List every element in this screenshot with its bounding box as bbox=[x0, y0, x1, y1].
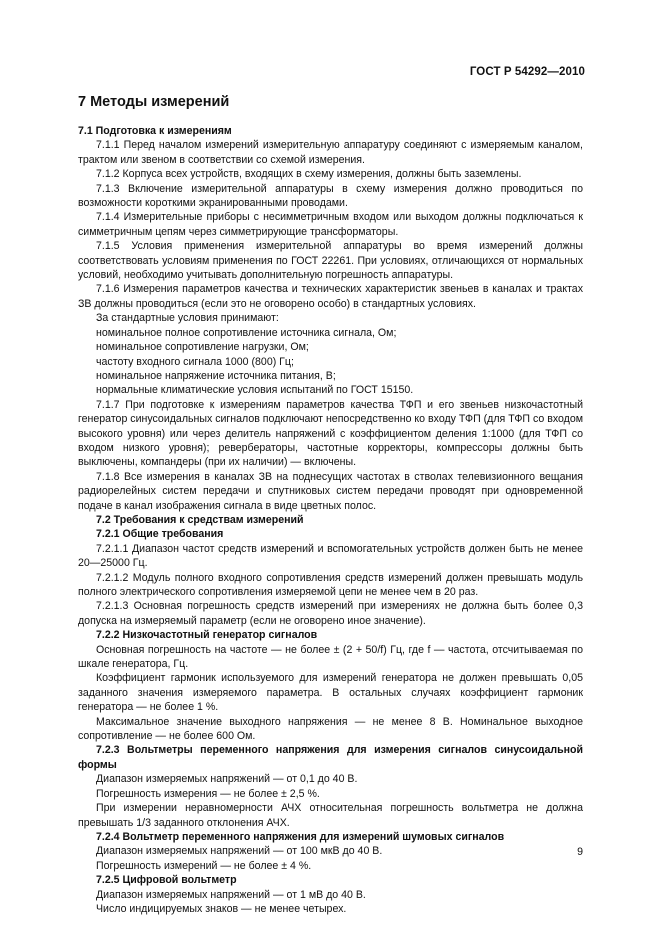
paragraph: номинальное сопротивление нагрузки, Ом; bbox=[96, 341, 309, 354]
paragraph: 7.1.1 Перед началом измерений измерительную аппаратуру соединяют с измеряемым каналом, трактом или звеном в соответствии со схемой измерения. bbox=[78, 139, 583, 166]
paragraph: 7.1.8 Все измерения в каналах ЗВ на поднесущих частотах в стволах телевизионного вещания радиорелейных систем передачи и спутниковых систем передачи проводят при одновременной подаче в канал изображения сигнала в виде цветных полос. bbox=[78, 470, 583, 512]
paragraph: 7.2.1.2 Модуль полного входного сопротивления средств измерений должен превышать модуль полного электрического сопротивления измеряемой цепи не менее чем в 20 раз. bbox=[78, 571, 583, 598]
paragraph: Максимальное значение выходного напряжения — не менее 8 В. Номинальное выходное сопротивление — не более 600 Ом. bbox=[78, 715, 583, 743]
subsection-heading: 7.2.3 Вольтметры переменного напряжения для измерения сигналов синусоидальной формы bbox=[78, 744, 583, 771]
document-body bbox=[78, 124, 583, 916]
paragraph: 7.1.6 Измерения параметров качества и технических характеристик звеньев в каналах и трактах ЗВ должны проводиться (если это не оговорено особо) в стандартных условиях. bbox=[78, 283, 583, 310]
paragraph: Диапазон измеряемых напряжений — от 1 мВ до 40 В. bbox=[96, 888, 366, 901]
document-code: ГОСТ Р 54292—2010 bbox=[469, 66, 585, 78]
page-number: 9 bbox=[577, 846, 583, 858]
paragraph: номинальное напряжение источника питания, В; bbox=[96, 369, 336, 382]
subsection-heading: 7.2.2 Низкочастотный генератор сигналов bbox=[96, 629, 318, 642]
paragraph: При измерении неравномерности АЧХ относительная погрешность вольтметра не должна превышать 1/3 заданного отклонения АЧХ. bbox=[78, 802, 583, 829]
paragraph: нормальные климатические условия испытаний по ГОСТ 15150. bbox=[96, 384, 414, 397]
paragraph: Погрешность измерений — не более ± 4 %. bbox=[96, 859, 312, 872]
subsection-heading: 7.2 Требования к средствам измерений bbox=[96, 513, 304, 526]
paragraph: Число индицируемых знаков — не менее четырех. bbox=[96, 902, 347, 915]
section-title: 7 Методы измерений bbox=[78, 94, 230, 110]
subsection-heading: 7.1 Подготовка к измерениям bbox=[78, 125, 232, 137]
paragraph: 7.2.1.1 Диапазон частот средств измерений и вспомогательных устройств должен быть не менее 20—25000 Гц. bbox=[78, 542, 583, 570]
paragraph: Коэффициент гармоник используемого для измерений генератора не должен превышать 0,05 заданного значения измеряемого параметра. В остальных случаях коэффициент гармоник генератора — не более 1 %. bbox=[78, 672, 583, 714]
paragraph: За стандартные условия принимают: bbox=[96, 312, 279, 325]
paragraph: Диапазон измеряемых напряжений — от 100 мкВ до 40 В. bbox=[96, 845, 383, 858]
paragraph: 7.1.7 При подготовке к измерениям параметров качества ТФП и его звеньев низкочастотный генератор синусоидальных сигналов подключают непосредственно ко входу ТФП (для ТФП со входом высокого уровня) или через делитель напряжений с коэффициентом деления 1:1000 (для ТФП со входом низкого уровня); ревербераторы, частотные корректоры, компрессоры должны быть выключены, компандеры (при их наличии) — включены. bbox=[78, 398, 584, 469]
paragraph: частоту входного сигнала 1000 (800) Гц; bbox=[96, 355, 294, 368]
subsection-heading: 7.2.5 Цифровой вольтметр bbox=[96, 874, 237, 887]
paragraph: 7.1.2 Корпуса всех устройств, входящих в схему измерения, должны быть заземлены. bbox=[96, 168, 522, 181]
paragraph: 7.2.1.3 Основная погрешность средств измерений при измерениях не должна быть более 0,3 допуска на измеряемый параметр (если не оговорено иное значение). bbox=[78, 600, 583, 627]
paragraph: Погрешность измерения — не более ± 2,5 %. bbox=[96, 787, 320, 800]
paragraph: 7.1.5 Условия применения измерительной аппаратуры во время измерений должны соответствовать условиям применения по ГОСТ 22261. При условиях, отличающихся от нормальных условий, необходимо учитывать дополнительную погрешность аппаратуры. bbox=[78, 240, 583, 282]
paragraph: Диапазон измеряемых напряжений — от 0,1 до 40 В. bbox=[96, 773, 358, 786]
paragraph: номинальное полное сопротивление источника сигнала, Ом; bbox=[96, 326, 397, 339]
subsection-heading: 7.2.4 Вольтметр переменного напряжения для измерений шумовых сигналов bbox=[96, 830, 505, 843]
subsection-heading: 7.2.1 Общие требования bbox=[96, 528, 224, 541]
paragraph: Основная погрешность на частоте — не более ± (2 + 50/f) Гц, где f — частота, отсчитываемая по шкале генератора, Гц. bbox=[78, 643, 583, 671]
paragraph: 7.1.4 Измерительные приборы с несимметричным входом или выходом должны подключаться к симметричным цепям через симметрирующие трансформаторы. bbox=[78, 211, 583, 238]
paragraph: 7.1.3 Включение измерительной аппаратуры в схему измерения должно проводиться по возможности короткими экранированными проводами. bbox=[78, 182, 583, 210]
